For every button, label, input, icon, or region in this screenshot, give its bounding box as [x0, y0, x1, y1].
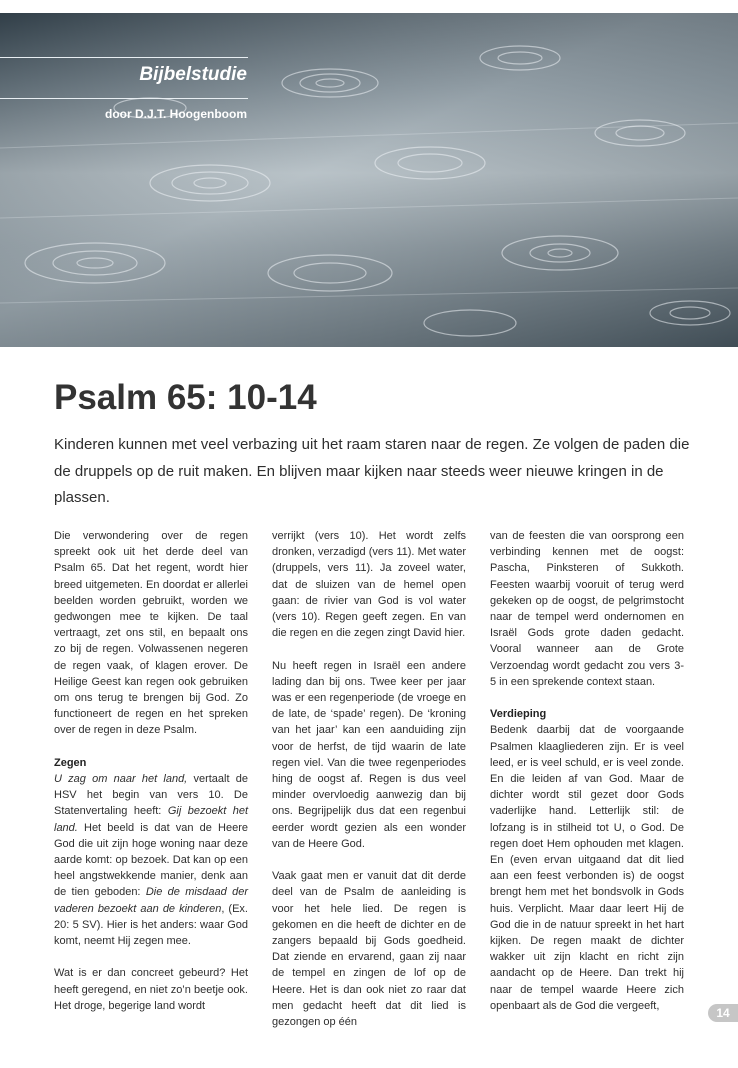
paragraph: Die verwondering over de regen spreekt ook uit het derde deel van Psalm 65. Dat het regent, wordt hier breed uitgemeten. En doordat er allerlei beelden worden gebruikt, worden we gedwongen mee te kijken. De taal vertraagt, zet ons stil, en bepaalt ons zo bij de regen. Volwassenen negeren de regen vaak, of klagen erover. De Heilige Geest kan regen ook gebruiken om ons terug te brengen bij God. Zo functioneert de regen en het spreken over de regen in deze Psalm. — [54, 530, 248, 737]
paragraph: verrijkt (vers 10). Het wordt zelfs dronken, verzadigd (vers 11). Met water (druppels, vers 11). Ja zoveel water, dat de sluizen van de hemel open gaan: de rivier van God is vol water (vers 10). Regen geeft zegen. En van die regen en die zegen zingt David hier. — [272, 530, 466, 640]
header-rule-bottom — [0, 98, 248, 99]
text-column-1 — [54, 528, 248, 1030]
paragraph: Nu heeft regen in Israël een andere lading dan bij ons. Twee keer per jaar was er een regenperiode (de vroege en de late, de ‘spade’ regen). De ‘kroning van het jaar’ kan een aanduiding zijn voor de herfst, de tijd waarin de late regen viel. Van die twee regenperiodes hing de oogst af. Regen is dus veel minder overvloedig aanwezig dan bij ons. Begrijpelijk dus dat een regenbui eerder wordt gezien als een wonder van de Heere God. — [272, 659, 466, 850]
author-byline: door D.J.T. Hoogenboom — [105, 107, 247, 121]
section-heading-verdieping: Verdieping — [490, 708, 547, 721]
paragraph: van de feesten die van oorsprong een verbinding kennen met de oogst: Pascha, Pinksteren of Sukkoth. Feesten waarbij vooruit of terug werd gekeken op de oogst, de pelgrimstocht naar de tempel werd ondernomen en Israël Gods grote daden gedacht. Vooral wanneer aan de Grote Verzoendag wordt gedacht zou vers 3-5 in een sprekende context staan. — [490, 530, 684, 688]
paragraph: Wat is er dan concreet gebeurd? Het heeft geregend, en niet zo’n beetje ook. Het droge, begerige land wordt — [54, 967, 248, 1012]
paragraph — [54, 771, 248, 949]
quote: Gij bezoekt het land. — [54, 805, 249, 834]
text-column-3 — [490, 528, 684, 1030]
header-rule-top — [0, 57, 248, 58]
article-intro: Kinderen kunnen met veel verbazing uit het raam staren naar de regen. Ze volgen de paden die de druppels op de ruit maken. En blijven maar kijken naar steeds weer nieuwe kringen in de plassen. — [54, 436, 690, 506]
paragraph: Vaak gaat men er vanuit dat dit derde deel van de Psalm de aanleiding is voor het hele lied. De regen is gekomen en die heeft de dichter en de zangers bepaald bij Gods goedheid. Dat ziende en ervarend, gaan zij naar de tempel en zingen de lof op de Heere. Het is dan ook niet zo raar dat men gedacht heeft dat dit lied is gezongen op één — [272, 870, 466, 1029]
page-number-badge: 14 — [708, 1004, 738, 1022]
series-title: Bijbelstudie — [139, 64, 247, 85]
paragraph: Bedenk daarbij dat de voorgaande Psalmen klaagliederen zijn. Er is veel leed, er is veel schuld, er is veel zonde. En die leiden af van God. Maar de dichter wordt stil gezet door Gods vaderlijke hand. Letterlijk stil: de lofzang is in stilheid tot U, o God. De regen doet Hem ophouden met klagen. En (even ervan uitgaand dat dit lied aan een feest verbonden is) de oogst brengt hem met het bondsvolk in Gods huis. Verplicht. Maar daar leert Hij de God die in de natuur spreekt in het hart kijken. De regen maakt de dichter wakker uit zijn klacht en richt zijn aandacht op de Heere. Dan trekt hij naar de tempel waarde Heere zich openbaart als de God die vergeeft, — [490, 724, 684, 1012]
text-run: Het beeld is dat van de Heere God die uit zijn hoge woning naar deze aarde komt: op bezoek. Dat kan op een heel angstwekkende manier, denk aan de tien geboden: — [54, 821, 248, 899]
text-run: , (Ex. 20: 5 SV). Hier is het anders: waar God komt, neemt Hij zegen mee. — [54, 902, 248, 948]
rain-puddle-image — [0, 13, 738, 347]
header-image — [0, 13, 738, 347]
text-column-2 — [272, 528, 466, 1046]
quote: Die de misdaad der vaderen bezoekt aan de kinderen — [54, 886, 248, 915]
quote: U zag om naar het land, — [54, 773, 188, 786]
article-title: Psalm 65: 10-14 — [54, 378, 317, 417]
section-heading-zegen: Zegen — [54, 756, 87, 769]
text-run: vertaalt de HSV het begin van vers 10. De Statenvertaling heeft: — [54, 773, 249, 818]
